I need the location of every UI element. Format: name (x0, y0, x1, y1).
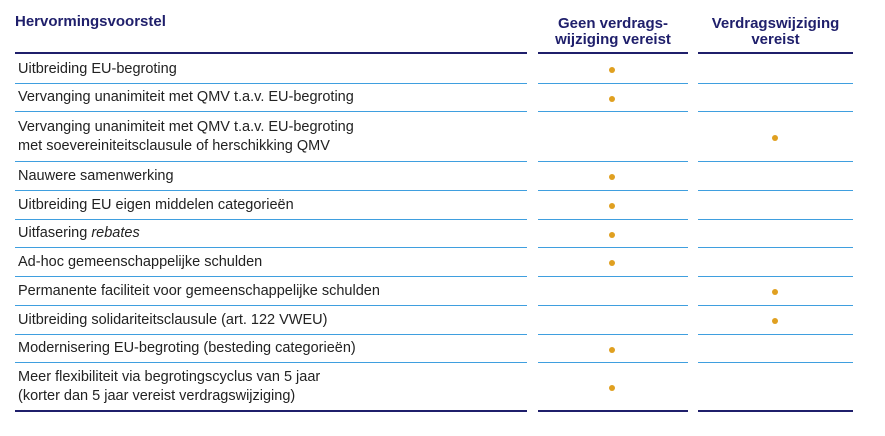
row-rule-col2 (698, 305, 853, 306)
row-label-line2: (korter dan 5 jaar vereist verdragswijziging) (18, 387, 296, 404)
table-row (18, 162, 528, 190)
header-rule-col2 (698, 52, 853, 54)
row-rule-col1 (538, 247, 688, 248)
row-label-italic: rebates (91, 225, 140, 241)
marker-no-treaty-change (609, 67, 615, 73)
row-label-line1: Vervanging unanimiteit met QMV t.a.v. EU-begroting (18, 118, 354, 135)
row-rule-col2 (698, 334, 853, 335)
row-label (18, 118, 354, 156)
row-label: Nauwere samenwerking (18, 167, 174, 184)
row-rule-col2 (698, 276, 853, 277)
table-row (18, 363, 528, 410)
row-rule-col2 (698, 161, 853, 162)
marker-no-treaty-change (609, 174, 615, 180)
row-rule-col2 (698, 190, 853, 191)
table-row (18, 306, 528, 334)
row-label (18, 224, 140, 243)
table-row (18, 84, 528, 111)
row-rule-col1 (538, 305, 688, 306)
footer-rule-col2 (698, 410, 853, 412)
row-rule-col2 (698, 219, 853, 220)
header-rule-main (15, 52, 527, 54)
row-label (18, 368, 320, 406)
table-row (18, 112, 528, 161)
header-no-treaty-change-line1: Geen verdrags- (557, 15, 669, 32)
row-rule-col1 (538, 334, 688, 335)
row-rule-col1 (538, 161, 688, 162)
row-rule-col1 (538, 190, 688, 191)
table-row (18, 248, 528, 276)
marker-treaty-change (772, 289, 778, 295)
row-label-line1: Meer flexibiliteit via begrotingscyclus van 5 jaar (18, 368, 321, 385)
row-label: Modernisering EU-begroting (besteding categorieën) (18, 340, 356, 356)
row-rule-col2 (698, 247, 853, 248)
row-label-line2: met soevereiniteitsclausule of herschikking QMV (18, 137, 330, 154)
row-label: Uitbreiding EU-begroting (18, 60, 177, 77)
row-label: Uitbreiding EU eigen middelen categorieën (18, 196, 294, 213)
row-label-plain: Uitfasering (18, 225, 92, 241)
table-row (18, 220, 528, 247)
header-reform-proposal: Hervormingsvoorstel (15, 13, 166, 30)
row-rule-col1 (538, 83, 688, 84)
row-rule-col1 (538, 276, 688, 277)
header-treaty-change-line2: vereist (751, 31, 800, 48)
row-rule-col2 (698, 362, 853, 363)
row-rule-col1 (538, 111, 688, 112)
table-row (18, 335, 528, 362)
row-label: Vervanging unanimiteit met QMV t.a.v. EU-begroting (18, 89, 354, 105)
marker-treaty-change (772, 318, 778, 324)
row-label: Ad-hoc gemeenschappelijke schulden (18, 253, 263, 270)
table-row (18, 55, 528, 83)
marker-no-treaty-change (609, 232, 615, 238)
row-rule-col1 (538, 362, 688, 363)
row-rule-col2 (698, 111, 853, 112)
marker-no-treaty-change (609, 203, 615, 209)
table-row (18, 191, 528, 219)
footer-rule-main (15, 410, 527, 412)
header-rule-col1 (538, 52, 688, 54)
table-row (18, 277, 528, 305)
header-treaty-change-line1: Verdragswijziging (711, 15, 840, 32)
row-label: Permanente faciliteit voor gemeenschappelijke schulden (18, 282, 380, 299)
marker-treaty-change (772, 135, 778, 141)
header-no-treaty-change-line2: wijziging vereist (555, 31, 671, 48)
row-rule-col2 (698, 83, 853, 84)
row-rule-col1 (538, 219, 688, 220)
header-treaty-change (698, 16, 853, 48)
row-label: Uitbreiding solidariteitsclausule (art. 122 VWEU) (18, 311, 328, 328)
footer-rule-col1 (538, 410, 688, 412)
marker-no-treaty-change (609, 260, 615, 266)
marker-no-treaty-change (609, 347, 615, 353)
header-no-treaty-change (538, 16, 688, 48)
marker-no-treaty-change (609, 96, 615, 102)
marker-no-treaty-change (609, 385, 615, 391)
